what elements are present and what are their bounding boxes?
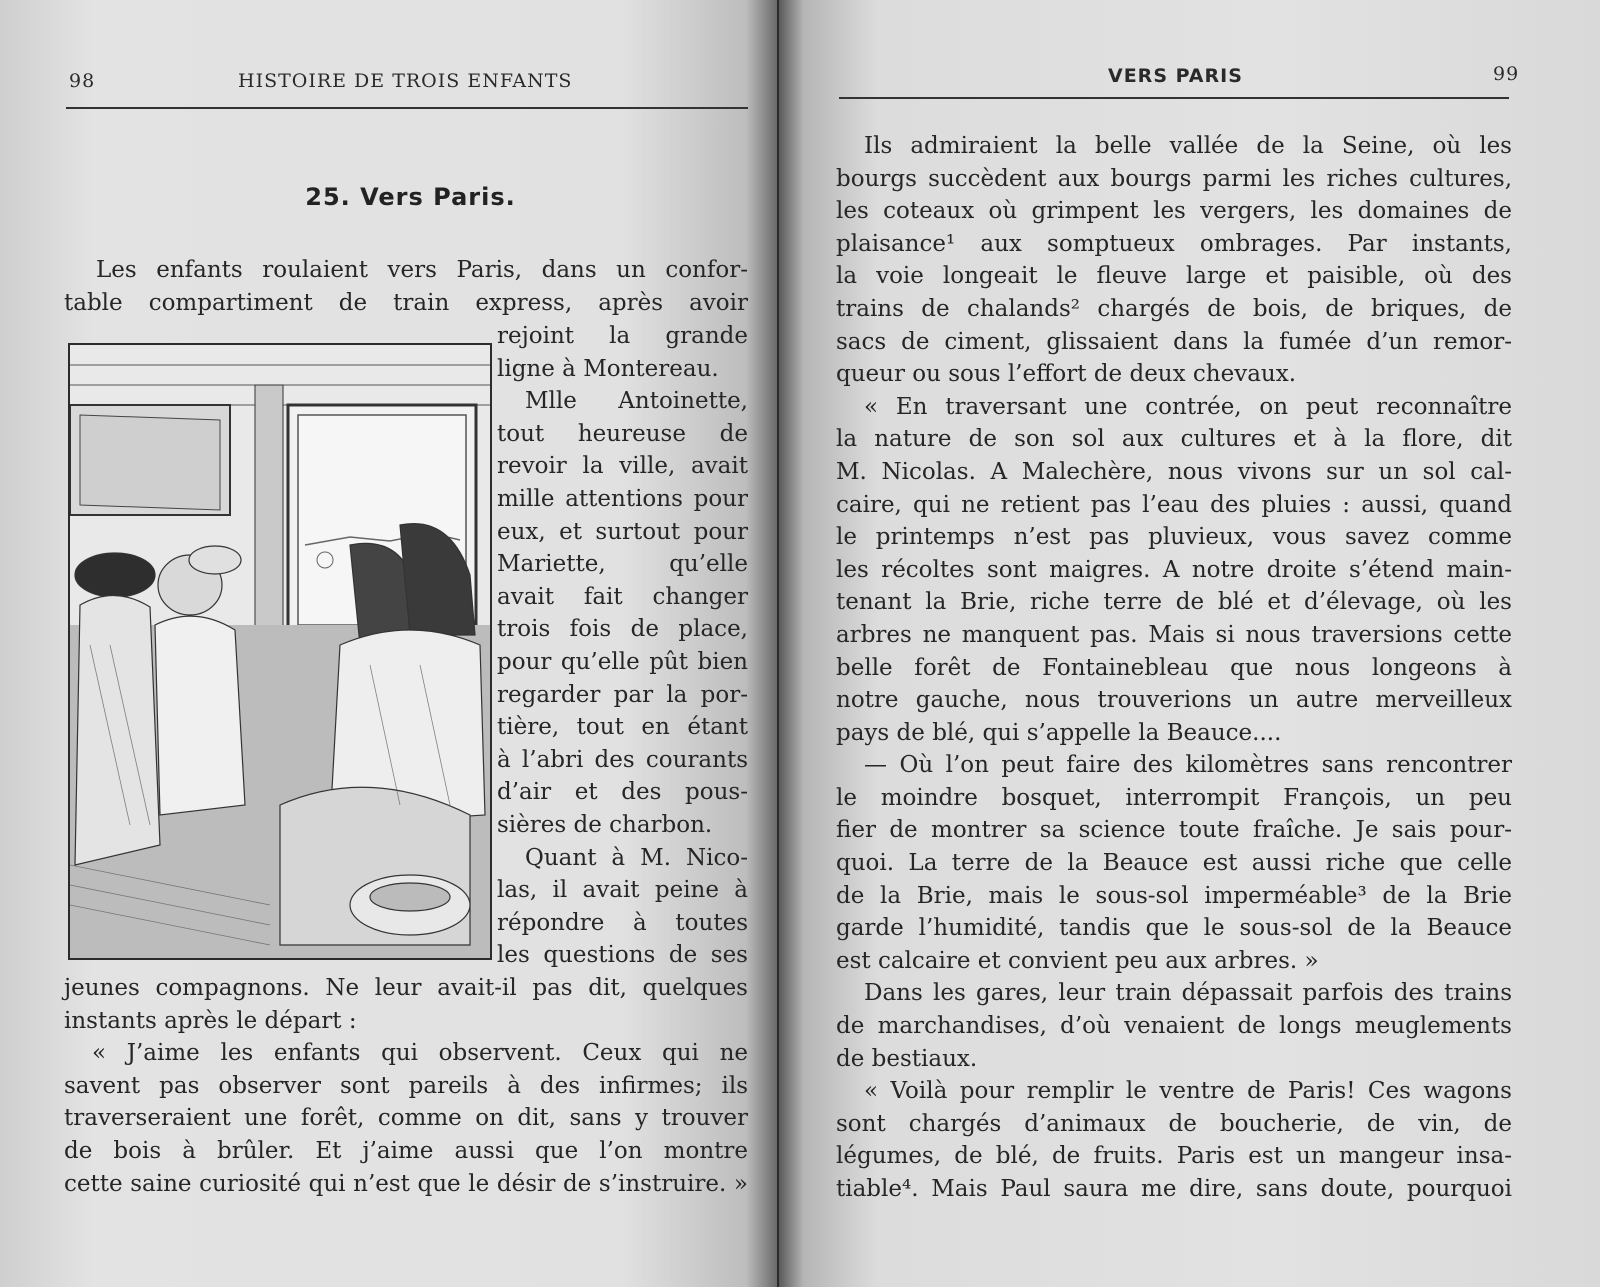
text-line: queur ou sous l’effort de deux chevaux. (836, 361, 1297, 388)
text-line: trois fois de place, (497, 616, 748, 643)
text-line: instants après le départ : (64, 1007, 357, 1034)
header-rule-right (839, 97, 1509, 99)
text-line: la nature de son sol aux cultures et à la flore, dit (836, 426, 1512, 453)
text-line: pays de blé, qui s’appelle la Beauce.... (836, 719, 1282, 746)
text-line: avait fait changer (497, 583, 748, 610)
text-line: répondre à toutes (497, 909, 748, 936)
text-line: garde l’humidité, tandis que le sous-sol de la Beauce (836, 915, 1512, 942)
text-line: légumes, de blé, de fruits. Paris est un mangeur insa- (836, 1143, 1512, 1170)
left-page (0, 0, 777, 1287)
text-line: la voie longeait le fleuve large et paisible, où des (836, 263, 1512, 290)
text-line: les coteaux où grimpent les vergers, les domaines de (836, 198, 1512, 225)
text-line: trains de chalands² chargés de bois, de briques, de (836, 295, 1512, 322)
text-line: quoi. La terre de la Beauce est aussi riche que celle (836, 850, 1512, 877)
page-number-left: 98 (69, 70, 96, 92)
text-line: tiable⁴. Mais Paul saura me dire, sans doute, pourquoi (836, 1176, 1512, 1202)
text-line: tière, tout en étant (497, 714, 748, 741)
text-line: notre gauche, nous trouverions un autre merveilleux (836, 687, 1512, 714)
text-line: table compartiment de train express, après avoir (64, 289, 748, 316)
text-line: de bestiaux. (836, 1045, 978, 1072)
text-line: sont chargés d’animaux de boucherie, de vin, de (836, 1110, 1512, 1137)
text-line: revoir la ville, avait (497, 453, 748, 480)
text-line: tout heureuse de (497, 420, 748, 447)
text-line: le printemps n’est pas pluvieux, vous savez comme (836, 524, 1512, 551)
page-number-right: 99 (1493, 63, 1520, 85)
text-line: les récoltes sont maigres. A notre droite s’étend main- (836, 556, 1512, 583)
text-line: las, il avait peine à (497, 877, 748, 904)
text-line: de bois à brûler. Et j’aime aussi que l’on montre (64, 1137, 748, 1164)
text-line: Les enfants roulaient vers Paris, dans un confor- (96, 257, 748, 283)
text-line: plaisance¹ aux somptueux ombrages. Par instants, (836, 230, 1512, 257)
text-line: regarder par la por- (497, 681, 748, 708)
text-line: d’air et des pous- (497, 779, 748, 806)
text-line: est calcaire et convient peu aux arbres. » (836, 947, 1319, 974)
header-rule-left (66, 107, 748, 109)
text-line: caire, qui ne retient pas l’eau des pluies : aussi, quand (836, 491, 1512, 518)
text-line: à l’abri des courants (497, 746, 748, 773)
text-line: « J’aime les enfants qui observent. Ceux qui ne (92, 1040, 748, 1067)
text-line: ligne à Montereau. (497, 355, 719, 382)
text-line: cette saine curiosité qui n’est que le désir de s’instruire. » (64, 1170, 748, 1197)
text-line: — Où l’on peut faire des kilomètres sans rencontrer (864, 752, 1512, 779)
text-line: belle forêt de Fontainebleau que nous longeons à (836, 654, 1512, 681)
text-line: « Voilà pour remplir le ventre de Paris! Ces wagons (864, 1078, 1512, 1105)
left-intro-text (64, 254, 748, 319)
text-line: Mariette, qu’elle (497, 551, 748, 578)
text-line: fier de montrer sa science toute fraîche. Je sais pour- (836, 817, 1512, 844)
text-line: pour qu’elle pût bien (497, 648, 748, 675)
text-line: Dans les gares, leur train dépassait parfois des trains (864, 980, 1512, 1007)
train-compartment-illustration (68, 343, 492, 960)
text-line: sacs de ciment, glissaient dans la fumée d’un remor- (836, 328, 1512, 355)
text-line: traverseraient une forêt, comme on dit, sans y trouver (64, 1105, 748, 1132)
text-line: les questions de ses (497, 942, 748, 969)
left-bottom-text (64, 972, 748, 1200)
text-line: rejoint la grande (497, 323, 748, 349)
running-title-left: HISTOIRE DE TROIS ENFANTS (238, 70, 573, 92)
text-line: de marchandises, d’où venaient de longs meuglements (836, 1013, 1512, 1040)
text-line: Quant à M. Nico- (525, 844, 748, 871)
text-line: de la Brie, mais le sous-sol imperméable³ de la Brie (836, 882, 1512, 909)
text-line: sières de charbon. (497, 811, 713, 838)
text-line: eux, et surtout pour (497, 518, 748, 545)
text-line: le moindre bosquet, interrompit François, un peu (836, 784, 1512, 811)
text-line: savent pas observer sont pareils à des infirmes; ils (64, 1072, 748, 1099)
text-line: jeunes compagnons. Ne leur avait-il pas dit, quelques (64, 975, 748, 1001)
text-line: arbres ne manquent pas. Mais si nous traversions cette (836, 621, 1512, 648)
right-page (779, 0, 1600, 1287)
text-line: bourgs succèdent aux bourgs parmi les riches cultures, (836, 165, 1512, 192)
text-line: Mlle Antoinette, (525, 388, 748, 415)
running-title-right: VERS PARIS (1108, 65, 1243, 87)
text-line: tenant la Brie, riche terre de blé et d’élevage, où les (836, 589, 1512, 616)
text-line: Ils admiraient la belle vallée de la Seine, où les (864, 133, 1512, 159)
text-line: mille attentions pour (497, 485, 748, 512)
left-side-text (497, 320, 748, 972)
chapter-title: 25. Vers Paris. (305, 183, 516, 211)
text-line: M. Nicolas. A Malechère, nous vivons sur un sol cal- (836, 458, 1512, 485)
text-line: « En traversant une contrée, on peut reconnaître (864, 393, 1512, 420)
right-body-text (836, 130, 1512, 1206)
